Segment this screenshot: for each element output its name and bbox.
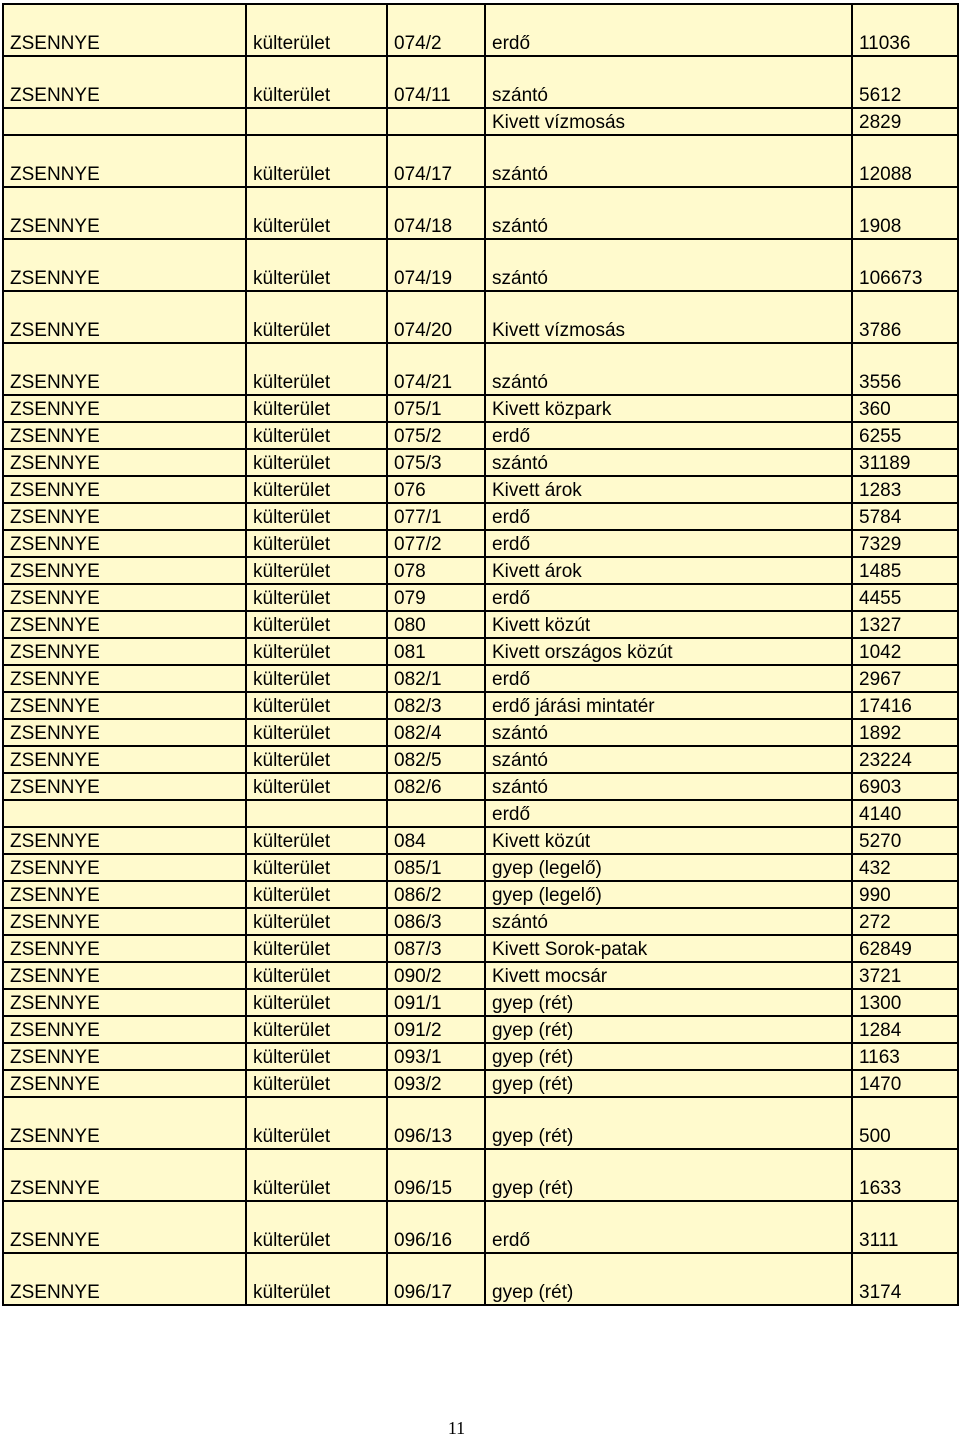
settlement-cell: ZSENNYE — [3, 187, 246, 239]
cultivation-cell: szántó — [485, 135, 852, 187]
cultivation-cell: Kivett országos közút — [485, 638, 852, 665]
area-type-cell: külterület — [246, 611, 387, 638]
area-cell: 3174 — [852, 1253, 958, 1305]
cultivation-cell: gyep (rét) — [485, 1149, 852, 1201]
cultivation-cell: erdő — [485, 800, 852, 827]
cultivation-cell: szántó — [485, 239, 852, 291]
settlement-cell: ZSENNYE — [3, 1253, 246, 1305]
parcel-number-cell: 074/18 — [387, 187, 485, 239]
area-cell: 31189 — [852, 449, 958, 476]
table-row — [3, 1043, 958, 1070]
cultivation-cell: erdő járási mintatér — [485, 692, 852, 719]
cultivation-cell: erdő — [485, 530, 852, 557]
area-cell: 1042 — [852, 638, 958, 665]
table-row — [3, 719, 958, 746]
area-type-cell: külterület — [246, 746, 387, 773]
parcel-number-cell: 074/2 — [387, 4, 485, 56]
cultivation-cell: szántó — [485, 343, 852, 395]
parcel-number-cell: 077/1 — [387, 503, 485, 530]
parcel-number-cell: 074/21 — [387, 343, 485, 395]
area-cell: 4455 — [852, 584, 958, 611]
area-cell: 1470 — [852, 1070, 958, 1097]
area-type-cell: külterület — [246, 827, 387, 854]
cultivation-cell: erdő — [485, 1201, 852, 1253]
area-cell: 3786 — [852, 291, 958, 343]
area-type-cell: külterület — [246, 187, 387, 239]
settlement-cell: ZSENNYE — [3, 827, 246, 854]
settlement-cell: ZSENNYE — [3, 291, 246, 343]
area-type-cell: külterület — [246, 989, 387, 1016]
cultivation-cell: Kivett árok — [485, 557, 852, 584]
table-row — [3, 800, 958, 827]
settlement-cell: ZSENNYE — [3, 476, 246, 503]
table-row — [3, 187, 958, 239]
table-row — [3, 584, 958, 611]
settlement-cell: ZSENNYE — [3, 1201, 246, 1253]
table-row — [3, 135, 958, 187]
area-type-cell: külterület — [246, 881, 387, 908]
area-type-cell: külterület — [246, 422, 387, 449]
table-row — [3, 108, 958, 135]
parcel-number-cell: 096/15 — [387, 1149, 485, 1201]
parcel-number-cell: 091/1 — [387, 989, 485, 1016]
cultivation-cell: gyep (rét) — [485, 1070, 852, 1097]
table-row — [3, 56, 958, 108]
area-type-cell: külterület — [246, 638, 387, 665]
area-type-cell: külterület — [246, 449, 387, 476]
table-row — [3, 1016, 958, 1043]
table-row — [3, 962, 958, 989]
cultivation-cell: gyep (legelő) — [485, 881, 852, 908]
area-type-cell: külterület — [246, 665, 387, 692]
table-row — [3, 854, 958, 881]
parcel-number-cell: 096/17 — [387, 1253, 485, 1305]
area-cell: 272 — [852, 908, 958, 935]
settlement-cell: ZSENNYE — [3, 908, 246, 935]
settlement-cell: ZSENNYE — [3, 1149, 246, 1201]
area-cell: 6255 — [852, 422, 958, 449]
cultivation-cell: erdő — [485, 422, 852, 449]
cultivation-cell: Kivett mocsár — [485, 962, 852, 989]
settlement-cell: ZSENNYE — [3, 1070, 246, 1097]
area-type-cell: külterület — [246, 1097, 387, 1149]
area-type-cell: külterület — [246, 854, 387, 881]
settlement-cell: ZSENNYE — [3, 989, 246, 1016]
area-cell: 360 — [852, 395, 958, 422]
parcel-number-cell: 080 — [387, 611, 485, 638]
parcel-table-body — [3, 4, 958, 1305]
cultivation-cell: szántó — [485, 187, 852, 239]
area-cell: 5784 — [852, 503, 958, 530]
area-type-cell: külterület — [246, 56, 387, 108]
cultivation-cell: szántó — [485, 449, 852, 476]
settlement-cell: ZSENNYE — [3, 665, 246, 692]
table-row — [3, 557, 958, 584]
area-type-cell: külterület — [246, 503, 387, 530]
area-type-cell: külterület — [246, 343, 387, 395]
area-type-cell: külterület — [246, 557, 387, 584]
parcel-number-cell: 096/16 — [387, 1201, 485, 1253]
parcel-number-cell: 081 — [387, 638, 485, 665]
area-type-cell — [246, 108, 387, 135]
area-type-cell: külterület — [246, 395, 387, 422]
area-cell: 5270 — [852, 827, 958, 854]
settlement-cell: ZSENNYE — [3, 1043, 246, 1070]
area-type-cell: külterület — [246, 1016, 387, 1043]
table-row — [3, 449, 958, 476]
area-cell: 3111 — [852, 1201, 958, 1253]
cultivation-cell: erdő — [485, 584, 852, 611]
table-row — [3, 343, 958, 395]
table-row — [3, 291, 958, 343]
area-type-cell — [246, 800, 387, 827]
settlement-cell: ZSENNYE — [3, 1097, 246, 1149]
area-cell: 432 — [852, 854, 958, 881]
settlement-cell: ZSENNYE — [3, 611, 246, 638]
cultivation-cell: szántó — [485, 773, 852, 800]
area-type-cell: külterület — [246, 962, 387, 989]
table-row — [3, 638, 958, 665]
settlement-cell: ZSENNYE — [3, 584, 246, 611]
area-type-cell: külterület — [246, 135, 387, 187]
parcel-number-cell: 087/3 — [387, 935, 485, 962]
area-cell: 5612 — [852, 56, 958, 108]
settlement-cell: ZSENNYE — [3, 692, 246, 719]
settlement-cell: ZSENNYE — [3, 962, 246, 989]
table-row — [3, 476, 958, 503]
area-type-cell: külterület — [246, 719, 387, 746]
cultivation-cell: szántó — [485, 908, 852, 935]
cultivation-cell: gyep (rét) — [485, 1253, 852, 1305]
table-row — [3, 989, 958, 1016]
settlement-cell: ZSENNYE — [3, 395, 246, 422]
area-cell: 1485 — [852, 557, 958, 584]
parcel-number-cell: 096/13 — [387, 1097, 485, 1149]
area-cell: 2829 — [852, 108, 958, 135]
area-cell: 1633 — [852, 1149, 958, 1201]
area-type-cell: külterület — [246, 692, 387, 719]
area-type-cell: külterület — [246, 1149, 387, 1201]
cultivation-cell: Kivett árok — [485, 476, 852, 503]
area-cell: 106673 — [852, 239, 958, 291]
parcel-number-cell: 078 — [387, 557, 485, 584]
table-row — [3, 935, 958, 962]
table-row — [3, 530, 958, 557]
area-type-cell: külterület — [246, 4, 387, 56]
table-row — [3, 665, 958, 692]
table-row — [3, 395, 958, 422]
settlement-cell: ZSENNYE — [3, 4, 246, 56]
parcel-number-cell: 079 — [387, 584, 485, 611]
area-type-cell: külterület — [246, 773, 387, 800]
parcel-number-cell: 082/4 — [387, 719, 485, 746]
cultivation-cell: Kivett Sorok-patak — [485, 935, 852, 962]
cultivation-cell: Kivett közút — [485, 611, 852, 638]
cultivation-cell: erdő — [485, 665, 852, 692]
area-cell: 1163 — [852, 1043, 958, 1070]
settlement-cell: ZSENNYE — [3, 56, 246, 108]
parcel-number-cell: 086/2 — [387, 881, 485, 908]
parcel-number-cell — [387, 800, 485, 827]
settlement-cell — [3, 800, 246, 827]
area-type-cell: külterület — [246, 239, 387, 291]
area-cell: 11036 — [852, 4, 958, 56]
table-row — [3, 881, 958, 908]
parcel-number-cell: 082/3 — [387, 692, 485, 719]
parcel-number-cell: 082/1 — [387, 665, 485, 692]
area-cell: 1300 — [852, 989, 958, 1016]
area-cell: 62849 — [852, 935, 958, 962]
cultivation-cell: gyep (rét) — [485, 1097, 852, 1149]
parcel-number-cell: 075/2 — [387, 422, 485, 449]
parcel-number-cell: 074/20 — [387, 291, 485, 343]
table-row — [3, 908, 958, 935]
cultivation-cell: gyep (rét) — [485, 1016, 852, 1043]
settlement-cell: ZSENNYE — [3, 557, 246, 584]
parcel-number-cell: 090/2 — [387, 962, 485, 989]
area-cell: 2967 — [852, 665, 958, 692]
settlement-cell: ZSENNYE — [3, 746, 246, 773]
table-row — [3, 1201, 958, 1253]
area-cell: 1908 — [852, 187, 958, 239]
table-row — [3, 1149, 958, 1201]
settlement-cell: ZSENNYE — [3, 881, 246, 908]
settlement-cell: ZSENNYE — [3, 239, 246, 291]
cultivation-cell: gyep (rét) — [485, 1043, 852, 1070]
table-row — [3, 827, 958, 854]
cultivation-cell: szántó — [485, 56, 852, 108]
settlement-cell: ZSENNYE — [3, 135, 246, 187]
parcel-number-cell: 085/1 — [387, 854, 485, 881]
area-cell: 500 — [852, 1097, 958, 1149]
parcel-number-cell: 075/3 — [387, 449, 485, 476]
settlement-cell: ZSENNYE — [3, 854, 246, 881]
settlement-cell: ZSENNYE — [3, 422, 246, 449]
area-type-cell: külterület — [246, 476, 387, 503]
parcel-number-cell: 082/5 — [387, 746, 485, 773]
area-cell: 1327 — [852, 611, 958, 638]
parcel-number-cell: 076 — [387, 476, 485, 503]
table-row — [3, 1253, 958, 1305]
area-type-cell: külterület — [246, 908, 387, 935]
area-type-cell: külterület — [246, 1201, 387, 1253]
area-type-cell: külterület — [246, 935, 387, 962]
area-cell: 3556 — [852, 343, 958, 395]
table-row — [3, 422, 958, 449]
parcel-number-cell: 074/17 — [387, 135, 485, 187]
area-cell: 1284 — [852, 1016, 958, 1043]
settlement-cell: ZSENNYE — [3, 935, 246, 962]
cultivation-cell: Kivett vízmosás — [485, 291, 852, 343]
area-cell: 12088 — [852, 135, 958, 187]
settlement-cell: ZSENNYE — [3, 1016, 246, 1043]
parcel-number-cell: 074/11 — [387, 56, 485, 108]
area-cell: 3721 — [852, 962, 958, 989]
area-cell: 17416 — [852, 692, 958, 719]
cultivation-cell: Kivett közút — [485, 827, 852, 854]
table-row — [3, 1097, 958, 1149]
cultivation-cell: Kivett vízmosás — [485, 108, 852, 135]
area-cell: 990 — [852, 881, 958, 908]
cultivation-cell: erdő — [485, 503, 852, 530]
cultivation-cell: erdő — [485, 4, 852, 56]
parcel-number-cell: 082/6 — [387, 773, 485, 800]
area-cell: 1892 — [852, 719, 958, 746]
table-row — [3, 239, 958, 291]
parcel-table — [2, 3, 959, 1306]
parcel-number-cell: 084 — [387, 827, 485, 854]
settlement-cell: ZSENNYE — [3, 343, 246, 395]
area-type-cell: külterület — [246, 291, 387, 343]
parcel-number-cell: 093/2 — [387, 1070, 485, 1097]
table-row — [3, 503, 958, 530]
area-cell: 7329 — [852, 530, 958, 557]
settlement-cell: ZSENNYE — [3, 449, 246, 476]
area-type-cell: külterület — [246, 1253, 387, 1305]
table-row — [3, 746, 958, 773]
table-row — [3, 611, 958, 638]
cultivation-cell: gyep (legelő) — [485, 854, 852, 881]
page-number: 11 — [447, 1418, 466, 1438]
parcel-number-cell: 093/1 — [387, 1043, 485, 1070]
table-row — [3, 692, 958, 719]
settlement-cell: ZSENNYE — [3, 638, 246, 665]
area-cell: 4140 — [852, 800, 958, 827]
cultivation-cell: szántó — [485, 746, 852, 773]
parcel-number-cell: 075/1 — [387, 395, 485, 422]
settlement-cell: ZSENNYE — [3, 773, 246, 800]
parcel-number-cell: 074/19 — [387, 239, 485, 291]
parcel-number-cell: 077/2 — [387, 530, 485, 557]
area-type-cell: külterület — [246, 584, 387, 611]
settlement-cell: ZSENNYE — [3, 530, 246, 557]
cultivation-cell: gyep (rét) — [485, 989, 852, 1016]
table-row — [3, 4, 958, 56]
area-cell: 1283 — [852, 476, 958, 503]
settlement-cell: ZSENNYE — [3, 503, 246, 530]
area-cell: 6903 — [852, 773, 958, 800]
area-type-cell: külterület — [246, 530, 387, 557]
parcel-number-cell — [387, 108, 485, 135]
settlement-cell — [3, 108, 246, 135]
cultivation-cell: Kivett közpark — [485, 395, 852, 422]
area-cell: 23224 — [852, 746, 958, 773]
area-type-cell: külterület — [246, 1070, 387, 1097]
table-row — [3, 773, 958, 800]
parcel-number-cell: 086/3 — [387, 908, 485, 935]
settlement-cell: ZSENNYE — [3, 719, 246, 746]
table-row — [3, 1070, 958, 1097]
cultivation-cell: szántó — [485, 719, 852, 746]
area-type-cell: külterület — [246, 1043, 387, 1070]
parcel-number-cell: 091/2 — [387, 1016, 485, 1043]
